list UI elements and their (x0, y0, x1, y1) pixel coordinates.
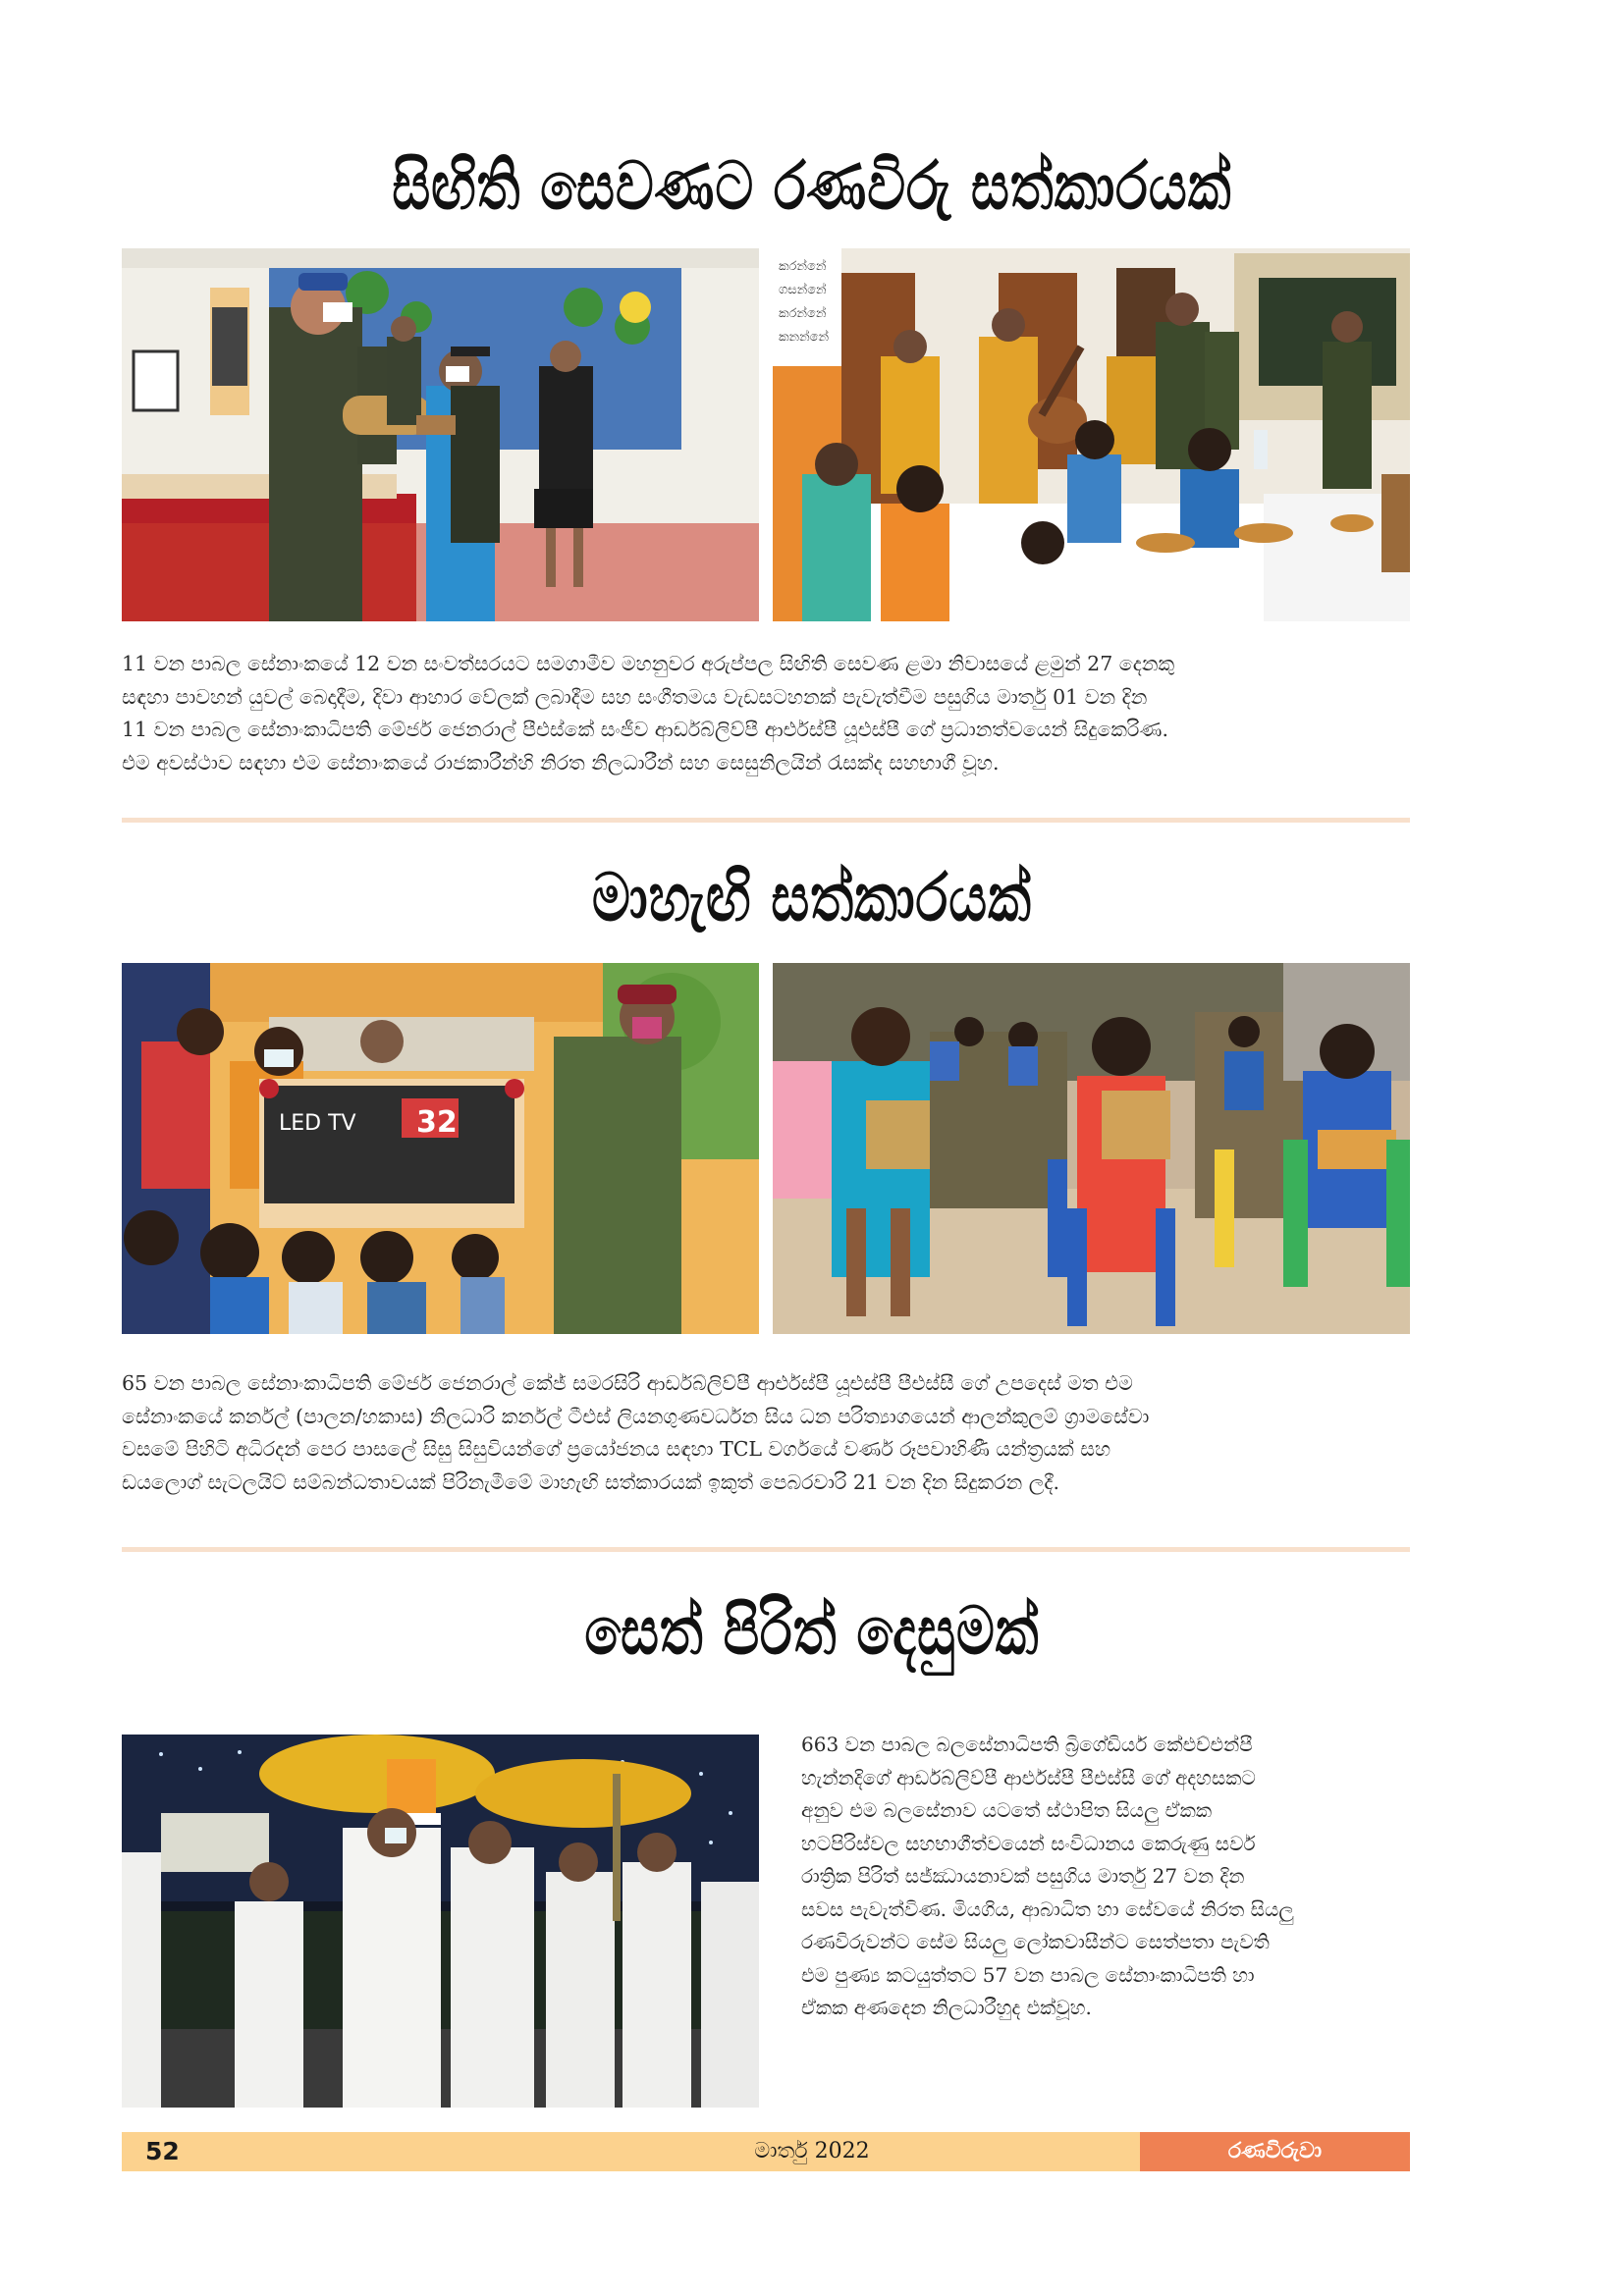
body-line: සඳහා පාවහන් යුවල් බෙදාදීම, දිවා ආහාර වේලක් ලබාදීම සහ සංගීතමය වැඩසටහනක් පැවැත්වීම පසුගිය මාර්තු 01 වන දින (122, 684, 1148, 709)
tv-size-label: 32 (416, 1105, 458, 1140)
body-line: රණවිරුවන්ට සේම සියලු ලෝකවාසීන්ට සෙත්පතා පැවති (801, 1930, 1270, 1953)
body-line: එම පුණ්‍ය කටයුත්තට 57 වන පාබල සේනාංකාධිපති හා (801, 1962, 1255, 1987)
section-divider (122, 818, 1410, 823)
body-line: අනුව එම බලසේනාව යටතේ ස්ථාපිත සියලු ඒකක (801, 1798, 1213, 1822)
tv-box-label: LED TV (279, 1111, 356, 1136)
section-body-2 (122, 1367, 1410, 1499)
svg-text:කනන්නේ: කනන්නේ (779, 330, 830, 345)
photo-gift-handover (122, 248, 759, 621)
svg-text:ගසන්නේ: ගසන්නේ (779, 283, 827, 297)
body-line: 663 වන පාබල බලසේනාධිපති බ්‍රිගේඩියර් කේඑච්එන්පී (801, 1733, 1253, 1756)
body-line: සේනාංකයේ කර්නල් (පාලන/හකාස) නිලධාරි කර්නල් ටීඑස් ලියනගුණවර්ධන සිය ධන පරිත්‍යාගයෙන් ආලන්කුලම් ග්‍රාමසේවා (122, 1404, 1150, 1428)
page-number: 52 (145, 2137, 180, 2165)
body-line: වසමේ පිහිටි අධිරදන් පෙර පාසලේ සිසු සිසුවියන්ගේ ප්‍රයෝජනය සඳහා TCL වර්ගයේ වර්ණ රූපවාහිණී යන්ත්‍රයක් සහ (122, 1437, 1111, 1461)
photo-tv-donation (122, 963, 759, 1334)
photo-pirith-procession (122, 1735, 759, 2108)
section-body-3 (801, 1729, 1410, 2025)
body-line: එම අවස්ථාව සඳහා එම සේනාංකයේ රාජකාරීන්හි නිරත නිලධාරීන් සහ සෙසුනිලයින් රැසක්ද සහභාගී වූහ. (122, 750, 1000, 774)
photo-band-meal (773, 248, 1410, 621)
body-line: ඒකක අණදෙන නිලධාරීහුද එක්වූහ. (801, 1996, 1092, 2019)
svg-text:කරන්නේ: කරන්නේ (779, 259, 827, 274)
magazine-name: රණවිරුවා (1227, 2139, 1323, 2163)
section-heading-1: සිඟිති සෙවණට රණවිරු සත්කාරයක් (392, 147, 1232, 225)
svg-text:කරන්නේ: කරන්නේ (779, 306, 827, 321)
section-heading-2: මාහැඟි සත්කාරයක් (592, 859, 1032, 936)
body-line: සවස පැවැත්විණ. මියගිය, ආබාධිත හා සේවයේ නිරත සියලු (801, 1896, 1294, 1921)
issue-date: මාර්තු 2022 (754, 2139, 870, 2163)
body-line: 11 වන පාබල සේනාංකාධිපති මේජර් ජෙනරාල් පීඑස්කේ සංජීව ආර්ඩබ්ලිව්පී ආර්එස්පී යූඑස්පී ගේ ප්‍රධානත්වයෙන් සිදුකෙරිණ. (122, 718, 1168, 741)
body-line: 11 වන පාබල සේනාංකයේ 12 වන සංවත්සරයට සමගාමීව මහනුවර අරුප්පල සිඟිති සෙවණ ළමා නිවාසයේ ළමුන් 27 දෙනකු (122, 652, 1175, 675)
body-line: 65 වන පාබල සේනාංකාධිපති මේජර් ජෙනරාල් කේජ් සමරසිරි ආර්ඩබ්ලිව්පී ආර්එස්පී යූඑස්පී පීඑස්සී ගේ උපදෙස් මත එම (122, 1371, 1133, 1395)
body-line: හටපිරිස්වල සහභාගීත්වයෙන් සංවිධානය කෙරුණු සර්ව (801, 1831, 1256, 1855)
section-divider (122, 1547, 1410, 1552)
section-heading-3: සෙත් පිරිත් දෙසුමක් (584, 1592, 1040, 1670)
body-line: රාත්‍රික පිරිත් සජ්ඣායනාවක් පසුගිය මාර්තු 27 වන දින (801, 1864, 1245, 1888)
section-body-1 (122, 648, 1410, 779)
body-line: හැන්නදිගේ ආර්ඩබ්ලිව්පී ආර්එස්පී පීඑස්සී ගේ අදහසකට (801, 1765, 1256, 1789)
photo-preschool-children (773, 963, 1410, 1334)
body-line: ඩයලොග් සැටලයිට් සම්බන්ධතාවයක් පිරිනැමීමේ මාහැඟි සත්කාරයක් ඉකුත් පෙබරවාරි 21 වන දින සිදුකරන ලදී. (122, 1469, 1059, 1494)
